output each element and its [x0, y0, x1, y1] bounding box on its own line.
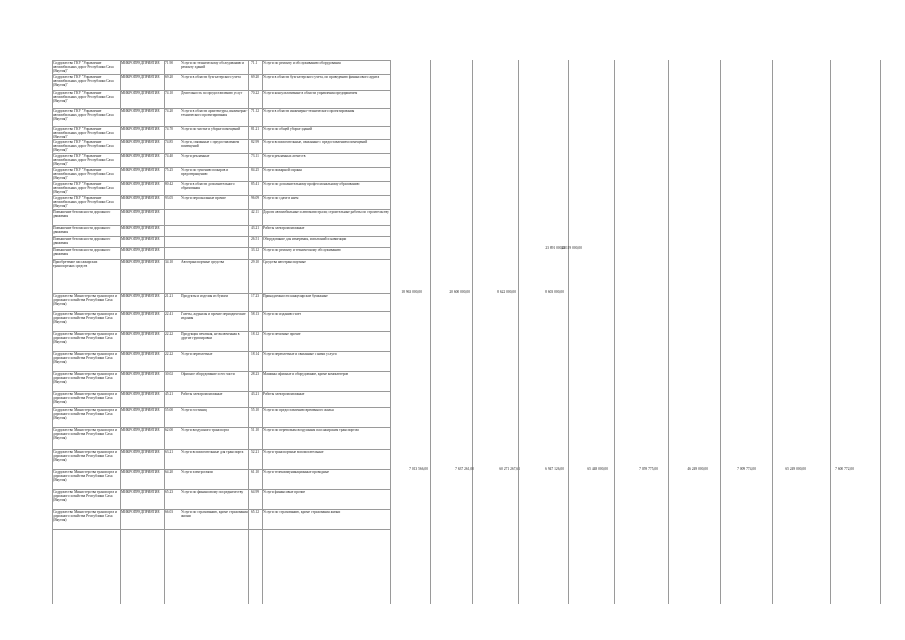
cell-size: МИКРОПРЕДПРИЯТИЕ: [121, 127, 160, 131]
cell-code: 52.21: [251, 450, 260, 454]
cell-code: 26.51: [251, 237, 260, 241]
cell-need: Услуги по сдаче в наем: [263, 196, 299, 200]
cell-org: Содружество ГКУ "Управление автомобильных дорог Республики Саха (Якутия)": [53, 140, 114, 152]
total-value: 18 963 000,00: [401, 290, 422, 294]
cell-need: Работы электромонтажные: [263, 226, 305, 230]
cell-size: МИКРОПРЕДПРИЯТИЕ: [121, 450, 160, 454]
cell-activity: Услуги по страхованию, кроме страхования жизни: [181, 510, 248, 518]
column-divider: [390, 60, 391, 604]
column-divider: [472, 60, 473, 604]
cell-need: Дороги автомобильные и автомагистрали; строительные работы по строительству: [263, 210, 389, 214]
cell-code: 73.11: [251, 154, 259, 158]
column-divider: [430, 60, 431, 604]
cell-org: Приобретение пассажирских транспортных средств: [53, 260, 98, 268]
cell-okved: [165, 226, 179, 235]
cell-activity: Деятельность по предоставлению услуг: [181, 91, 243, 95]
cell-activity: Услуги вспомогательные для транспорта: [181, 450, 244, 454]
cell-size: МИКРОПРЕДПРИЯТИЕ: [121, 61, 160, 65]
cell-okved: 63.21: [165, 450, 174, 454]
total-value: 7 059 775,00: [639, 467, 658, 471]
cell-code: 85.41: [251, 182, 260, 186]
cell-size: МИКРОПРЕДПРИЯТИЕ: [121, 470, 160, 474]
cell-okved: 45.21: [165, 392, 174, 396]
cell-code: 55.10: [251, 408, 260, 412]
cell-org: Повышение безопасности дорожного движения: [53, 210, 111, 218]
cell-org: Содружество Министерства транспорта и дорожного хозяйства Республики Саха (Якутия): [53, 490, 117, 502]
column-divider: [772, 60, 773, 604]
cell-activity: Услуги переплетные: [181, 352, 213, 356]
cell-need: Услуги по изданию газет: [263, 312, 301, 316]
cell-need: Услуги финансовые прочие: [263, 490, 306, 494]
column-divider: [830, 60, 831, 604]
cell-size: МИКРОПРЕДПРИЯТИЕ: [121, 237, 160, 241]
cell-org: Содружество ГКУ "Управление автомобильных дорог Республики Саха (Якутия)": [53, 182, 114, 194]
cell-okved: [165, 210, 179, 224]
cell-need: Услуги по ремонту и обслуживанию оборудования: [263, 61, 341, 65]
cell-need: Услуги по дополнительному профессиональному образованию: [263, 182, 360, 186]
cell-code: 42.11: [251, 210, 259, 214]
cell-code: 29.10: [251, 260, 260, 264]
cell-okved: [165, 237, 179, 246]
cell-org: Содружество Министерства транспорта и дорожного хозяйства Республики Саха (Якутия): [53, 510, 117, 522]
cell-size: МИКРОПРЕДПРИЯТИЕ: [121, 510, 160, 514]
cell-org: Содружество Министерства транспорта и дорожного хозяйства Республики Саха (Якутия): [53, 392, 117, 404]
cell-org: Содружество ГКУ "Управление автомобильных дорог Республики Саха (Якутия)": [53, 61, 114, 73]
cell-org: Содружество Министерства транспорта и дорожного хозяйства Республики Саха (Якутия): [53, 450, 117, 462]
total-value: 7 600 772,00: [835, 467, 854, 471]
cell-org: Содружество ГКУ "Управление автомобильных дорог Республики Саха (Якутия)": [53, 75, 114, 87]
cell-size: МИКРОПРЕДПРИЯТИЕ: [121, 168, 160, 172]
cell-need: Услуги в области инженерно-технического проектирования: [263, 109, 355, 113]
column-divider: [518, 60, 519, 604]
cell-code: 17.23: [251, 294, 260, 298]
cell-code: 51.10: [251, 428, 260, 432]
cell-size: МИКРОПРЕДПРИЯТИЕ: [121, 392, 160, 396]
cell-okved: 69.20: [165, 75, 174, 79]
cell-org: Содружество ГКУ "Управление автомобильных дорог Республики Саха (Якутия)": [53, 168, 114, 180]
cell-org: Содружество Министерства транспорта и дорожного хозяйства Республики Саха (Якутия): [53, 428, 117, 440]
cell-okved: 22.41: [165, 312, 174, 316]
cell-org: Повышение безопасности дорожного движения: [53, 248, 111, 256]
cell-size: МИКРОПРЕДПРИЯТИЕ: [121, 109, 160, 113]
cell-need: Работы электромонтажные: [263, 392, 305, 396]
cell-activity: Работы электромонтажные: [181, 392, 223, 396]
cell-activity: Услуги по чистке и уборке помещений: [181, 127, 241, 131]
cell-size: МИКРОПРЕДПРИЯТИЕ: [121, 428, 160, 432]
cell-size: МИКРОПРЕДПРИЯТИЕ: [121, 196, 160, 200]
cell-size: МИКРОПРЕДПРИЯТИЕ: [121, 408, 160, 412]
cell-code: 64.99: [251, 490, 260, 494]
total-value: 8 622 000,00: [497, 290, 516, 294]
cell-activity: Услуги по тушению пожаров и предотвращению: [181, 168, 229, 176]
cell-activity: Офисное оборудование и его части: [181, 372, 235, 376]
cell-activity: [181, 210, 249, 224]
cell-org: Повышение безопасности дорожного движения: [53, 237, 111, 245]
cell-code: 58.13: [251, 312, 260, 316]
cell-okved: 93.05: [165, 196, 174, 200]
cell-org: Содружество Министерства транспорта и дорожного хозяйства Республики Саха (Якутия): [53, 408, 117, 420]
cell-size: МИКРОПРЕДПРИЯТИЕ: [121, 332, 160, 336]
cell-org: Содружество ГКУ "Управление автомобильных дорог Республики Саха (Якутия)": [53, 109, 114, 121]
cell-code: 71.12: [251, 109, 260, 113]
total-value: 6 947 126,00: [545, 467, 564, 471]
cell-okved: 74.70: [165, 127, 174, 131]
cell-activity: Услуги гостиниц: [181, 408, 207, 412]
cell-code: 84.25: [251, 168, 260, 172]
cell-size: МИКРОПРЕДПРИЯТИЕ: [121, 226, 160, 230]
cell-need: Услуги транспортные вспомогательные: [263, 450, 324, 454]
cell-size: МИКРОПРЕДПРИЯТИЕ: [121, 352, 160, 356]
cell-okved: 21.21: [165, 294, 174, 298]
cell-size: МИКРОПРЕДПРИЯТИЕ: [121, 91, 160, 95]
cell-size: МИКРОПРЕДПРИЯТИЕ: [121, 294, 160, 298]
cell-org: Содружество Министерства транспорта и дорожного хозяйства Республики Саха (Якутия): [53, 332, 117, 344]
cell-need: Услуги рекламных агентств: [263, 154, 306, 158]
cell-okved: 80.42: [165, 182, 174, 186]
cell-need: Оборудование для измерения, испытаний и навигации: [263, 237, 347, 241]
total-value: 22 119 000,00: [561, 246, 582, 250]
total-value: 46 249 000,00: [687, 467, 708, 471]
row-divider: [52, 529, 390, 530]
cell-code: 96.09: [251, 196, 260, 200]
cell-okved: 22.22: [165, 332, 174, 336]
cell-okved: 34.10: [165, 260, 174, 264]
cell-size: МИКРОПРЕДПРИЯТИЕ: [121, 248, 160, 252]
total-value: 7 013 566,00: [409, 467, 428, 471]
cell-org: Содружество Министерства транспорта и дорожного хозяйства Республики Саха (Якутия): [53, 352, 117, 364]
total-value: 7 009 774,00: [737, 467, 756, 471]
cell-org: Содружество Министерства транспорта и дорожного хозяйства Республики Саха (Якутия): [53, 372, 117, 384]
cell-code: 70.22: [251, 91, 260, 95]
cell-need: Услуги переплетные и связанные с ними услуги: [263, 352, 337, 356]
cell-size: МИКРОПРЕДПРИЯТИЕ: [121, 140, 160, 144]
cell-need: Услуги по страхованию, кроме страхования жизни: [263, 510, 341, 514]
cell-org: Содружество ГКУ "Управление автомобильных дорог Республики Саха (Якутия)": [53, 127, 114, 138]
cell-activity: Продукция печатная, не включенная в другие группировки: [181, 332, 240, 340]
cell-size: МИКРОПРЕДПРИЯТИЕ: [121, 154, 160, 158]
column-divider: [668, 60, 669, 604]
cell-activity: Газеты, журналы и прочие периодические издания: [181, 312, 246, 320]
cell-activity: [181, 248, 249, 258]
cell-need: Машины офисные и оборудование, кроме компьютеров: [263, 372, 349, 376]
cell-okved: 74.20: [165, 109, 174, 113]
total-value: 23 891 000,00: [545, 246, 566, 250]
column-divider: [568, 60, 569, 604]
cell-activity: Услуги в области архитектуры, инженерно-технического проектирования: [181, 109, 248, 117]
cell-need: Принадлежности канцелярские бумажные: [263, 294, 328, 298]
column-divider: [614, 60, 615, 604]
cell-activity: Услуги персональные прочие: [181, 196, 226, 200]
cell-activity: Услуги рекламные: [181, 154, 210, 158]
cell-okved: 74.85: [165, 140, 174, 144]
cell-org: Содружество ГКУ "Управление автомобильных дорог Республики Саха (Якутия)": [53, 196, 114, 208]
cell-code: 33.12: [251, 248, 260, 252]
cell-code: 61.10: [251, 470, 260, 474]
cell-code: 65.12: [251, 510, 260, 514]
cell-activity: Продукты и изделия из бумаги: [181, 294, 229, 298]
cell-org: Содружество ГКУ "Управление автомобильных дорог Республики Саха (Якутия)": [53, 91, 114, 103]
cell-activity: Услуги в области бухгалтерского учета: [181, 75, 241, 79]
cell-code: 18.14: [251, 352, 260, 356]
cell-need: Услуги по перевозкам воздушным пассажирским транспортом: [263, 428, 359, 432]
cell-need: Услуги пожарной охраны: [263, 168, 302, 172]
cell-activity: Услуги, связанные с предоставлением помещений: [181, 140, 240, 148]
cell-code: 18.12: [251, 332, 260, 336]
cell-okved: [165, 248, 179, 258]
cell-size: МИКРОПРЕДПРИЯТИЕ: [121, 182, 160, 186]
cell-activity: Услуги по финансовому посредничеству: [181, 490, 244, 494]
cell-code: 43.21: [251, 226, 260, 230]
cell-okved: 66.03: [165, 510, 174, 514]
cell-okved: 75.25: [165, 168, 174, 172]
cell-size: МИКРОПРЕДПРИЯТИЕ: [121, 490, 160, 494]
cell-need: Услуги по предоставлению временного жилья: [263, 408, 334, 412]
cell-need: Услуги по общей уборке зданий: [263, 127, 312, 131]
cell-need: Услуги вспомогательные, связанные с предоставлением помещений: [263, 140, 368, 144]
cell-size: МИКРОПРЕДПРИЯТИЕ: [121, 312, 160, 316]
cell-need: Услуги печатные прочие: [263, 332, 301, 336]
cell-code: 43.21: [251, 392, 260, 396]
total-value: 7 637 261,00: [455, 467, 474, 471]
cell-okved: 71.90: [165, 61, 174, 65]
cell-code: 81.21: [251, 127, 260, 131]
column-divider: [720, 60, 721, 604]
cell-size: МИКРОПРЕДПРИЯТИЕ: [121, 75, 160, 79]
cell-need: Услуги телекоммуникационные проводные: [263, 470, 329, 474]
cell-code: 82.99: [251, 140, 260, 144]
cell-activity: Услуги в области дополнительного образования: [181, 182, 235, 190]
cell-okved: 74.10: [165, 91, 174, 95]
cell-need: Услуги консультативные в области управления предприятием: [263, 91, 358, 95]
cell-need: Средства автотранспортные: [263, 260, 306, 264]
total-value: 60 271 267,61: [499, 467, 520, 471]
cell-org: Содружество Министерства транспорта и дорожного хозяйства Республики Саха (Якутия): [53, 312, 117, 324]
total-value: 65 448 000,00: [587, 467, 608, 471]
cell-size: МИКРОПРЕДПРИЯТИЕ: [121, 210, 160, 214]
cell-activity: Услуги электросвязи: [181, 470, 213, 474]
total-value: 8 603 000,00: [545, 290, 564, 294]
cell-activity: Автотранспортные средства: [181, 260, 225, 264]
cell-okved: 62.00: [165, 428, 174, 432]
cell-okved: 22.22: [165, 352, 174, 356]
cell-code: 71.1: [251, 61, 258, 65]
cell-org: Содружество Министерства транспорта и дорожного хозяйства Республики Саха (Якутия): [53, 294, 117, 306]
cell-okved: 30.02: [165, 372, 174, 376]
cell-okved: 74.40: [165, 154, 174, 158]
total-value: 20 600 000,00: [449, 290, 470, 294]
cell-need: Услуги в области бухгалтерского учета, по проведению финансового аудита: [263, 75, 380, 79]
column-divider: [880, 60, 881, 604]
cell-okved: 65.23: [165, 490, 174, 494]
cell-okved: 55.00: [165, 408, 174, 412]
cell-activity: Услуги воздушного транспорта: [181, 428, 229, 432]
cell-size: МИКРОПРЕДПРИЯТИЕ: [121, 372, 160, 376]
cell-code: 28.23: [251, 372, 260, 376]
cell-activity: [181, 226, 249, 235]
cell-org: Содружество ГКУ "Управление автомобильных дорог Республики Саха (Якутия)": [53, 154, 114, 166]
cell-activity: Услуги по техническому обследованию и ремонту зданий: [181, 61, 245, 69]
cell-org: Повышение безопасности дорожного движения: [53, 226, 111, 234]
total-value: 65 249 000,00: [785, 467, 806, 471]
cell-code: 69.20: [251, 75, 260, 79]
cell-size: МИКРОПРЕДПРИЯТИЕ: [121, 260, 160, 264]
cell-okved: 64.20: [165, 470, 174, 474]
cell-activity: [181, 237, 249, 246]
cell-need: Услуги по ремонту и техническому обслуживанию: [263, 248, 341, 252]
cell-org: Содружество Министерства транспорта и дорожного хозяйства Республики Саха (Якутия): [53, 470, 117, 482]
